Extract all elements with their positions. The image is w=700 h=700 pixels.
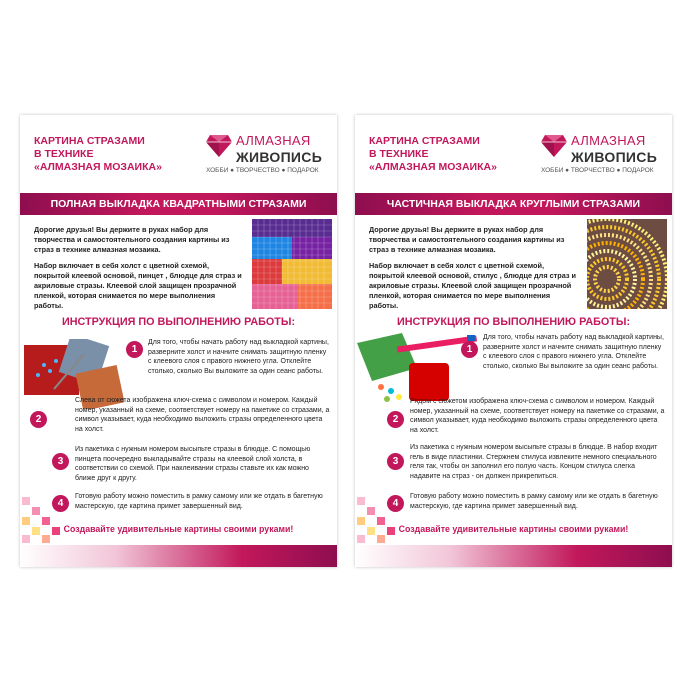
round-mosaic-photo bbox=[587, 219, 667, 309]
instructions-title: ИНСТРУКЦИЯ ПО ВЫПОЛНЕНИЮ РАБОТЫ: bbox=[61, 316, 296, 328]
header-title bbox=[34, 135, 194, 174]
instruction-sheet-square bbox=[20, 115, 337, 567]
bottom-band bbox=[20, 545, 337, 567]
step-number: 2 bbox=[387, 411, 404, 428]
banner-text: ПОЛНАЯ ВЫКЛАДКА КВАДРАТНЫМИ СТРАЗАМИ bbox=[50, 198, 307, 210]
logo-word: АЛМАЗНАЯ bbox=[236, 133, 311, 148]
step-number: 1 bbox=[461, 341, 478, 358]
brand-logo bbox=[206, 127, 331, 181]
step-text: Из пакетика с нужным номером высыпьте стразы в блюдце. В набор входит гель в виде пластинки. Стержнем стилуса извлеките немного специального геля так, чтобы он заполнил его полую часть. Концом стилуса слегка надавите на страз - он должен прикрепиться. bbox=[410, 444, 658, 480]
step-text: Слева от сюжета изображена ключ-схема с символом и номером. Каждый номер, указанный на схеме, соответствует номеру на пакетике со стразами, а символ указывает, куда необходимо выложить стразы определенного цвета на холст. bbox=[75, 397, 330, 433]
header-title bbox=[369, 135, 529, 174]
header-line: «АЛМАЗНАЯ МОЗАИКА» bbox=[34, 161, 162, 173]
step-text: Из пакетика с нужным номером высыпьте стразы в блюдце. С помощью пинцета поочередно выкладывайте стразы на клеевой слой холста, в соответствии со схемой. При наклеивании стразы ставьте их как можно ближе друг к другу. bbox=[75, 446, 311, 482]
logo-tagline: ХОББИ ● ТВОРЧЕСТВО ● ПОДАРОК bbox=[541, 167, 654, 174]
step-text: Для того, чтобы начать работу над выкладкой картины, разверните холст и начните снимать защитную пленку с клеевого слоя с правого нижнего угла. Отклейте столько, сколько Вы выложите за один сеанс работы. bbox=[148, 339, 329, 375]
banner-text: ЧАСТИЧНАЯ ВЫКЛАДКА КРУГЛЫМИ СТРАЗАМИ bbox=[386, 198, 641, 210]
header-line: КАРТИНА СТРАЗАМИ bbox=[369, 135, 480, 147]
step-text: Для того, чтобы начать работу над выкладкой картины, разверните холст и начните снимать защитную пленку с клеевого слоя с правого нижнего угла. Отклейте столько, сколько Вы выложите за один сеанс работы. bbox=[483, 334, 664, 370]
diamond-icon bbox=[206, 133, 232, 157]
logo-word: ЖИВОПИСЬ bbox=[236, 149, 323, 165]
step-number: 4 bbox=[52, 495, 69, 512]
slogan: Создавайте удивительные картины своими руками! bbox=[398, 524, 629, 534]
square-mosaic-photo bbox=[252, 219, 332, 309]
step-number: 4 bbox=[387, 495, 404, 512]
decorative-pixels bbox=[355, 495, 425, 545]
logo-word: ЖИВОПИСЬ bbox=[571, 149, 658, 165]
title-banner bbox=[355, 193, 672, 215]
intro-paragraph: Набор включает в себя холст с цветной схемой, покрытой клеевой основой, стилус , блюдце для страз и акриловые стразы. Клеевой слой защищен прозрачной пленкой, которая снимается по мере выполнения работы. bbox=[369, 261, 576, 310]
diamond-icon bbox=[541, 133, 567, 157]
slogan: Создавайте удивительные картины своими руками! bbox=[63, 524, 294, 534]
instructions-title: ИНСТРУКЦИЯ ПО ВЫПОЛНЕНИЮ РАБОТЫ: bbox=[396, 316, 631, 328]
logo-tagline: ХОББИ ● ТВОРЧЕСТВО ● ПОДАРОК bbox=[206, 167, 319, 174]
intro-paragraph: Дорогие друзья! Вы держите в руках набор для творчества и самостоятельного создания картины из страз в технике алмазная мозаика. bbox=[34, 225, 230, 254]
decorative-pixels bbox=[20, 495, 90, 545]
step-number: 3 bbox=[387, 453, 404, 470]
step-text: Рядом с сюжетом изображена ключ-схема с символом и номером. Каждый номер, указанный на схеме, соответствует номеру на пакетике со стразами, а символ указывает, куда необходимо выложить стразы определенного цвета на холст. bbox=[410, 398, 665, 434]
intro-paragraph: Дорогие друзья! Вы держите в руках набор для творчества и самостоятельного создания картины из страз в технике алмазная мозаика. bbox=[369, 225, 565, 254]
header-line: КАРТИНА СТРАЗАМИ bbox=[34, 135, 145, 147]
step-number: 2 bbox=[30, 411, 47, 428]
title-banner bbox=[20, 193, 337, 215]
step-number: 3 bbox=[52, 453, 69, 470]
header-line: В ТЕХНИКЕ bbox=[369, 148, 429, 160]
header-line: «АЛМАЗНАЯ МОЗАИКА» bbox=[369, 161, 497, 173]
step-number: 1 bbox=[126, 341, 143, 358]
header-line: В ТЕХНИКЕ bbox=[34, 148, 94, 160]
step-text: Готовую работу можно поместить в рамку самому или же отдать в багетную мастерскую, где картина примет завершенный вид. bbox=[410, 493, 658, 510]
brand-logo bbox=[541, 127, 666, 181]
logo-word: АЛМАЗНАЯ bbox=[571, 133, 646, 148]
step-text: Готовую работу можно поместить в рамку самому или же отдать в багетную мастерскую, где картина примет завершенный вид. bbox=[75, 493, 323, 510]
intro-paragraph: Набор включает в себя холст с цветной схемой, покрытой клеевой основой, пинцет , блюдце для страз и акриловые стразы. Клеевой слой защищен прозрачной пленкой, которая снимается по мере выполнения работы. bbox=[34, 261, 242, 310]
bottom-band bbox=[355, 545, 672, 567]
intro-text bbox=[369, 225, 579, 317]
intro-text bbox=[34, 225, 244, 317]
instruction-sheet-round bbox=[355, 115, 672, 567]
